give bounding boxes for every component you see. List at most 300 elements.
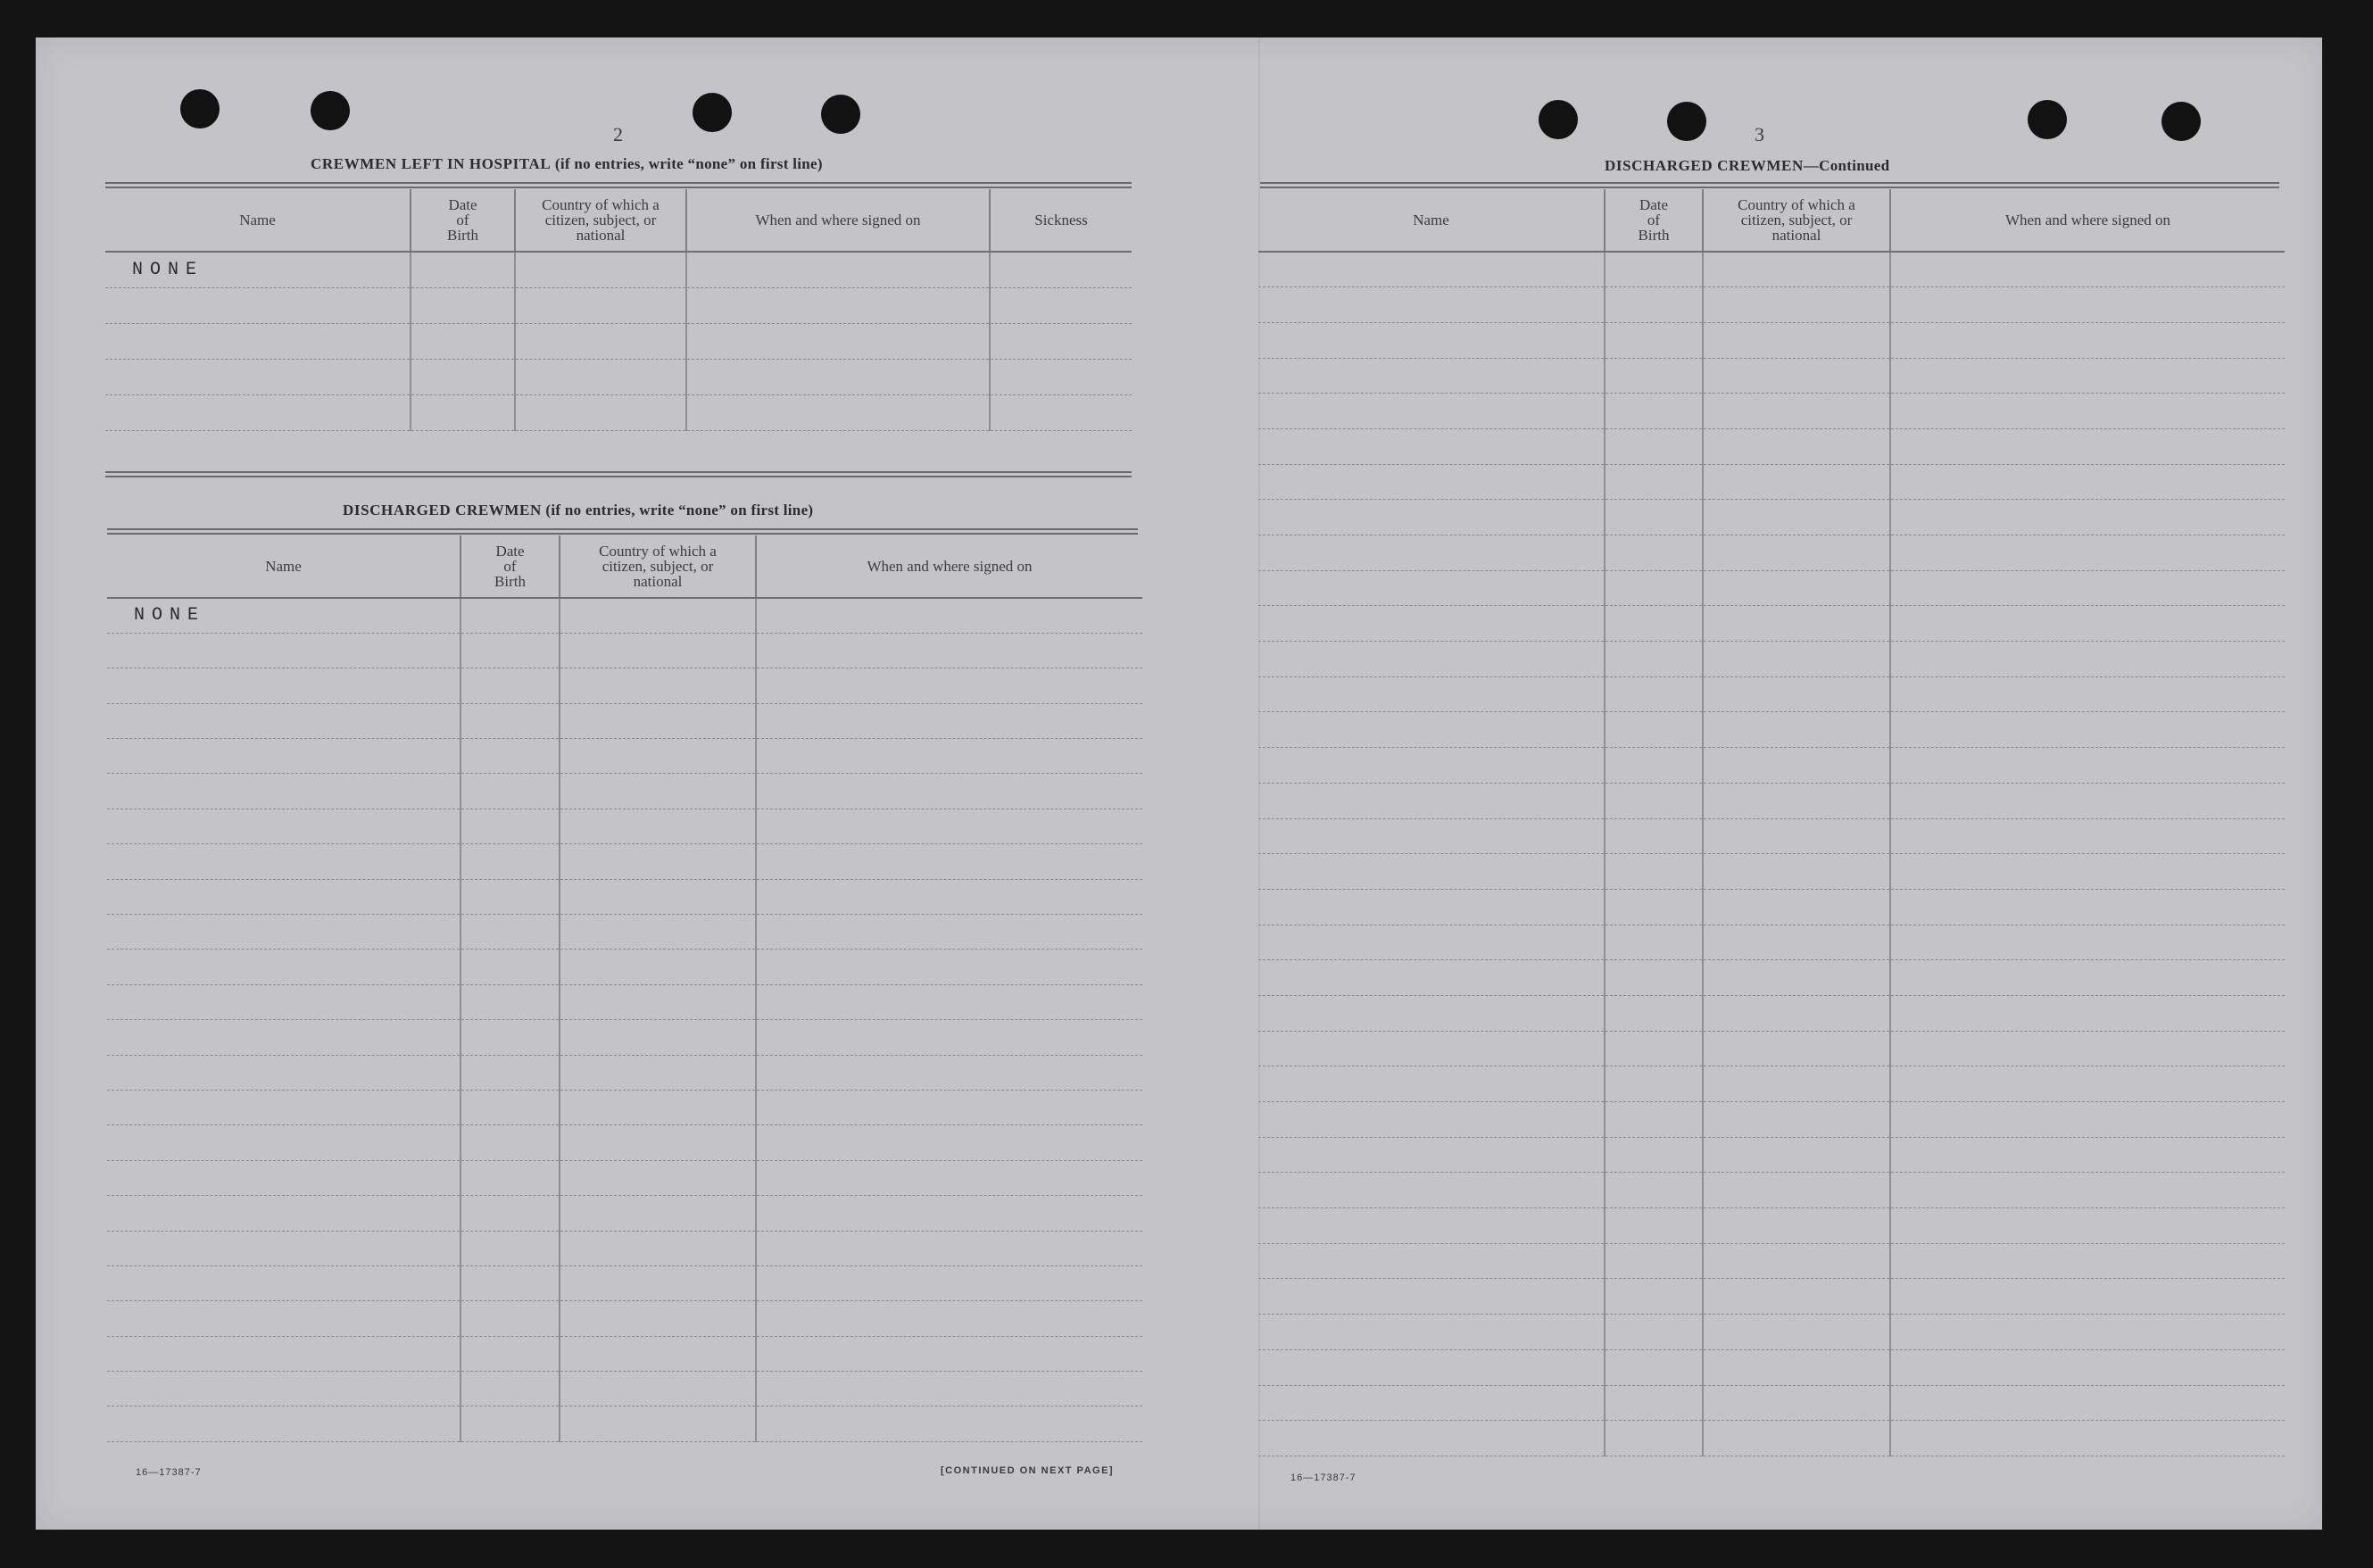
- entry-cell: [411, 252, 515, 287]
- punch-hole: [311, 91, 350, 130]
- table-row: [1258, 1208, 2285, 1244]
- entry-cell: [990, 394, 1132, 430]
- entry-cell: [460, 598, 560, 633]
- entry-name: [107, 1160, 460, 1195]
- header-country: [515, 189, 686, 252]
- table-row: [1258, 606, 2285, 642]
- entry-cell: [1703, 960, 1890, 996]
- entry-cell: [560, 1372, 756, 1406]
- entry-name: [107, 703, 460, 738]
- entry-cell: [560, 1160, 756, 1195]
- table-row: [107, 1160, 1142, 1195]
- entry-name: [1258, 1315, 1605, 1350]
- header-line: of: [503, 558, 517, 575]
- continued-title-caps: DISCHARGED CREWMEN: [1605, 157, 1804, 174]
- table-row: [107, 1231, 1142, 1265]
- entry-cell: [990, 359, 1132, 394]
- entry-name: [105, 287, 411, 323]
- table-row: [1258, 642, 2285, 677]
- entry-cell: [1703, 464, 1890, 500]
- entry-cell: [1703, 535, 1890, 571]
- table-row: [107, 774, 1142, 809]
- header-country: [1703, 189, 1890, 252]
- entry-cell: [411, 394, 515, 430]
- entry-cell: [1703, 570, 1890, 606]
- entry-cell: [1703, 748, 1890, 784]
- entry-cell: [1890, 464, 2285, 500]
- entry-cell: [1703, 1173, 1890, 1208]
- entry-name: [1258, 1102, 1605, 1138]
- table-row: [107, 1090, 1142, 1124]
- entry-name: [1258, 1243, 1605, 1279]
- entry-cell: [1890, 606, 2285, 642]
- table-row: [1258, 1102, 2285, 1138]
- header-line: of: [456, 212, 469, 228]
- entry-cell: [686, 252, 990, 287]
- entry-name: [107, 1406, 460, 1441]
- table-row: [1258, 1349, 2285, 1385]
- entry-cell: [1703, 1421, 1890, 1456]
- entry-cell: [560, 879, 756, 914]
- entry-cell: [1605, 1137, 1703, 1173]
- entry-cell: [560, 633, 756, 668]
- entry-cell: [1890, 322, 2285, 358]
- table-row: [107, 633, 1142, 668]
- entry-cell: [460, 774, 560, 809]
- header-sickness: Sickness: [990, 189, 1132, 252]
- entry-cell: [460, 844, 560, 879]
- entry-cell: [1605, 500, 1703, 535]
- discharged-continued-table: [1258, 189, 2285, 1456]
- entry-cell: [1605, 783, 1703, 818]
- entry-cell: [756, 739, 1142, 774]
- hospital-title-caps: CREWMEN LEFT IN HOSPITAL: [311, 155, 552, 172]
- entry-name: [1258, 642, 1605, 677]
- entry-cell: [1703, 712, 1890, 748]
- table-row: [107, 1196, 1142, 1231]
- header-line: citizen, subject, or: [544, 212, 657, 228]
- table-row: [1258, 1066, 2285, 1102]
- entry-cell: [1605, 287, 1703, 323]
- form-number: 16—17387-7: [1290, 1473, 1357, 1483]
- entry-cell: [560, 703, 756, 738]
- entry-cell: [460, 1265, 560, 1300]
- entry-cell: [1605, 1243, 1703, 1279]
- discharged-section-title: [343, 502, 813, 519]
- page-number: 3: [1755, 123, 1764, 145]
- entry-cell: [1605, 960, 1703, 996]
- entry-cell: [560, 774, 756, 809]
- entry-cell: [1605, 322, 1703, 358]
- table-row: [107, 984, 1142, 1019]
- entry-name: [1258, 783, 1605, 818]
- entry-name: [105, 359, 411, 394]
- entry-name: [1258, 358, 1605, 394]
- table-row: [105, 323, 1132, 359]
- entry-name: [105, 323, 411, 359]
- entry-cell: [1605, 748, 1703, 784]
- table-row: [105, 252, 1132, 287]
- entry-cell: [515, 394, 686, 430]
- entry-cell: [1703, 1279, 1890, 1315]
- entry-cell: [756, 1265, 1142, 1300]
- entry-cell: [460, 950, 560, 984]
- entry-cell: [560, 1055, 756, 1090]
- entry-cell: [1890, 712, 2285, 748]
- entry-cell: [756, 915, 1142, 950]
- header-line: Country of which a: [599, 543, 717, 560]
- discharged-title-note: (if no entries, write “none” on first line): [545, 502, 814, 519]
- table-row: [107, 739, 1142, 774]
- entry-cell: [1605, 1066, 1703, 1102]
- continued-top-rule: [1260, 182, 2279, 188]
- punch-hole: [821, 95, 860, 134]
- entry-cell: [686, 359, 990, 394]
- continued-note: [CONTINUED ON NEXT PAGE]: [941, 1465, 1115, 1476]
- entry-cell: [560, 668, 756, 703]
- entry-name: [107, 633, 460, 668]
- entry-cell: [1890, 1349, 2285, 1385]
- entry-name: [107, 668, 460, 703]
- entry-cell: [990, 252, 1132, 287]
- table-row: [1258, 1243, 2285, 1279]
- header-line: national: [576, 227, 626, 244]
- entry-cell: [756, 1301, 1142, 1336]
- entry-cell: [460, 1231, 560, 1265]
- entry-name: [1258, 960, 1605, 996]
- entry-cell: [1890, 818, 2285, 854]
- entry-cell: [460, 1372, 560, 1406]
- table-row: [1258, 358, 2285, 394]
- entry-cell: [1605, 1421, 1703, 1456]
- entry-name: [107, 950, 460, 984]
- entry-cell: [460, 915, 560, 950]
- entry-cell: [1890, 394, 2285, 429]
- entry-cell: [1890, 1173, 2285, 1208]
- table-row: [1258, 464, 2285, 500]
- table-row: [1258, 995, 2285, 1031]
- entry-name: [1258, 854, 1605, 890]
- entry-name: [107, 1372, 460, 1406]
- entry-cell: [756, 668, 1142, 703]
- header-line: Birth: [494, 573, 526, 590]
- table-row: [107, 1336, 1142, 1371]
- discharged-table: [107, 535, 1142, 1442]
- header-date-of-birth: [1605, 189, 1703, 252]
- table-row: [1258, 1385, 2285, 1421]
- entry-cell: [411, 359, 515, 394]
- entry-cell: [560, 1406, 756, 1441]
- entry-cell: [756, 984, 1142, 1019]
- entry-cell: [460, 633, 560, 668]
- header-date-of-birth: [460, 535, 560, 598]
- entry-cell: [1605, 676, 1703, 712]
- entry-cell: [1605, 642, 1703, 677]
- entry-cell: [756, 1055, 1142, 1090]
- entry-cell: [515, 252, 686, 287]
- entry-cell: [1605, 889, 1703, 925]
- table-row: [107, 1020, 1142, 1055]
- header-line: Date: [1639, 196, 1669, 213]
- header-signed-on: When and where signed on: [686, 189, 990, 252]
- entry-name: [1258, 1385, 1605, 1421]
- entry-cell: [460, 1196, 560, 1231]
- punch-hole: [180, 89, 220, 129]
- entry-name: NONE: [105, 252, 411, 287]
- entry-cell: [756, 950, 1142, 984]
- table-row: [1258, 960, 2285, 996]
- entry-cell: [1703, 676, 1890, 712]
- entry-cell: [560, 739, 756, 774]
- entry-cell: [460, 668, 560, 703]
- entry-cell: [990, 323, 1132, 359]
- header-name: Name: [107, 535, 460, 598]
- entry-cell: [460, 809, 560, 843]
- entry-cell: [1605, 854, 1703, 890]
- table-row: [107, 1265, 1142, 1300]
- table-row: [1258, 748, 2285, 784]
- entry-cell: [1890, 854, 2285, 890]
- entry-cell: [756, 1020, 1142, 1055]
- entry-name: [1258, 570, 1605, 606]
- entry-cell: [560, 1301, 756, 1336]
- header-line: Birth: [1638, 227, 1670, 244]
- table-row: [107, 1125, 1142, 1160]
- entry-cell: [460, 1406, 560, 1441]
- entry-cell: [756, 633, 1142, 668]
- hospital-top-rule: [105, 182, 1132, 188]
- entry-name: [1258, 1279, 1605, 1315]
- entry-cell: [1890, 642, 2285, 677]
- entry-cell: [1703, 1031, 1890, 1066]
- entry-cell: [1703, 1243, 1890, 1279]
- entry-name: [107, 844, 460, 879]
- entry-name: [1258, 1208, 1605, 1244]
- entry-cell: [1890, 287, 2285, 323]
- entry-cell: [1890, 252, 2285, 287]
- table-row: [107, 950, 1142, 984]
- table-row: [107, 915, 1142, 950]
- entry-cell: [1703, 925, 1890, 960]
- entry-cell: [686, 287, 990, 323]
- hospital-bottom-rule: [105, 471, 1132, 477]
- punch-hole: [1539, 100, 1578, 139]
- entry-cell: [1605, 1102, 1703, 1138]
- table-row: [107, 703, 1142, 738]
- table-row: [107, 598, 1142, 633]
- entry-cell: [560, 1125, 756, 1160]
- entry-cell: [560, 950, 756, 984]
- entry-cell: [1605, 1385, 1703, 1421]
- form-number: 16—17387-7: [136, 1467, 202, 1478]
- entry-name: [105, 394, 411, 430]
- table-row: [1258, 287, 2285, 323]
- entry-cell: [460, 879, 560, 914]
- hospital-table: [105, 189, 1132, 431]
- table-row: [1258, 428, 2285, 464]
- entry-name: [1258, 676, 1605, 712]
- entry-cell: [756, 879, 1142, 914]
- entry-cell: [515, 323, 686, 359]
- entry-cell: [1890, 995, 2285, 1031]
- entry-name: [1258, 464, 1605, 500]
- entry-cell: [756, 703, 1142, 738]
- entry-name: [1258, 1349, 1605, 1385]
- entry-cell: [1890, 676, 2285, 712]
- entry-cell: [1890, 358, 2285, 394]
- table-row: [1258, 676, 2285, 712]
- table-row: [1258, 925, 2285, 960]
- entry-cell: [1703, 783, 1890, 818]
- entry-name: [1258, 995, 1605, 1031]
- header-line: national: [1771, 227, 1821, 244]
- entry-name: [107, 1196, 460, 1231]
- entry-name: [1258, 394, 1605, 429]
- entry-cell: [560, 984, 756, 1019]
- table-row: [1258, 712, 2285, 748]
- entry-name: NONE: [107, 598, 460, 633]
- table-row: [1258, 570, 2285, 606]
- entry-cell: [1890, 889, 2285, 925]
- entry-name: [1258, 287, 1605, 323]
- entry-cell: [460, 1125, 560, 1160]
- table-row: [107, 809, 1142, 843]
- entry-cell: [756, 1196, 1142, 1231]
- table-row: [1258, 1031, 2285, 1066]
- entry-cell: [1605, 394, 1703, 429]
- entry-cell: [1890, 1385, 2285, 1421]
- header-line: Date: [448, 196, 477, 213]
- entry-cell: [756, 1160, 1142, 1195]
- entry-cell: [1703, 1315, 1890, 1350]
- entry-name: [1258, 1173, 1605, 1208]
- entry-cell: [1890, 1208, 2285, 1244]
- header-country: [560, 535, 756, 598]
- entry-cell: [1703, 1137, 1890, 1173]
- entry-cell: [756, 1125, 1142, 1160]
- table-row: [1258, 783, 2285, 818]
- entry-cell: [1890, 1279, 2285, 1315]
- entry-cell: [1605, 464, 1703, 500]
- entry-cell: [560, 1196, 756, 1231]
- entry-name: [107, 809, 460, 843]
- table-row: [107, 1301, 1142, 1336]
- table-row: [1258, 854, 2285, 890]
- discharged-top-rule: [107, 528, 1138, 535]
- entry-cell: [460, 1301, 560, 1336]
- entry-cell: [756, 1090, 1142, 1124]
- entry-cell: [560, 1231, 756, 1265]
- entry-cell: [686, 323, 990, 359]
- entry-cell: [1605, 925, 1703, 960]
- header-line: citizen, subject, or: [1740, 212, 1853, 228]
- entry-name: [1258, 322, 1605, 358]
- entry-cell: [460, 1020, 560, 1055]
- header-line: Date: [495, 543, 525, 560]
- entry-cell: [460, 1090, 560, 1124]
- manifest-sheet: [36, 37, 2322, 1530]
- entry-name: [107, 774, 460, 809]
- entry-cell: [1605, 1031, 1703, 1066]
- entry-name: [107, 1231, 460, 1265]
- entry-cell: [1605, 818, 1703, 854]
- entry-name: [107, 1336, 460, 1371]
- entry-cell: [460, 984, 560, 1019]
- entry-cell: [560, 915, 756, 950]
- header-date-of-birth: [411, 189, 515, 252]
- header-name: Name: [105, 189, 411, 252]
- entry-cell: [1605, 570, 1703, 606]
- entry-cell: [560, 844, 756, 879]
- entry-cell: [411, 287, 515, 323]
- entry-cell: [1703, 358, 1890, 394]
- entry-cell: [1890, 500, 2285, 535]
- table-row: [107, 1372, 1142, 1406]
- entry-name: [1258, 535, 1605, 571]
- entry-name: [1258, 1066, 1605, 1102]
- entry-cell: [1890, 535, 2285, 571]
- entry-cell: [1703, 642, 1890, 677]
- entry-name: [107, 1055, 460, 1090]
- entry-cell: [1703, 252, 1890, 287]
- header-line: Birth: [447, 227, 478, 244]
- entry-cell: [686, 394, 990, 430]
- entry-cell: [1890, 1102, 2285, 1138]
- table-row: [1258, 1173, 2285, 1208]
- entry-cell: [1703, 854, 1890, 890]
- entry-cell: [560, 1265, 756, 1300]
- table-row: [1258, 818, 2285, 854]
- punch-hole: [1667, 102, 1706, 141]
- entry-cell: [1703, 394, 1890, 429]
- entry-cell: [1703, 995, 1890, 1031]
- entry-cell: [1703, 428, 1890, 464]
- entry-cell: [1890, 570, 2285, 606]
- entry-cell: [515, 359, 686, 394]
- entry-cell: [460, 703, 560, 738]
- entry-name: [107, 1020, 460, 1055]
- header-name: Name: [1258, 189, 1605, 252]
- entry-cell: [1890, 428, 2285, 464]
- entry-cell: [756, 809, 1142, 843]
- entry-cell: [1890, 783, 2285, 818]
- entry-name: [1258, 818, 1605, 854]
- entry-cell: [1890, 748, 2285, 784]
- entry-cell: [1890, 1315, 2285, 1350]
- entry-name: [107, 1265, 460, 1300]
- table-row: [107, 1406, 1142, 1441]
- entry-cell: [1703, 606, 1890, 642]
- entry-name: [107, 984, 460, 1019]
- hospital-title-note: (if no entries, write “none” on first line): [554, 155, 823, 172]
- entry-cell: [756, 1336, 1142, 1371]
- entry-name: [1258, 925, 1605, 960]
- entry-cell: [460, 739, 560, 774]
- table-row: [107, 668, 1142, 703]
- header-line: Country of which a: [1738, 196, 1855, 213]
- table-row: [105, 394, 1132, 430]
- entry-cell: [756, 1231, 1142, 1265]
- entry-cell: [1605, 535, 1703, 571]
- table-row: [1258, 1421, 2285, 1456]
- entry-name: [1258, 1421, 1605, 1456]
- entry-cell: [1890, 1031, 2285, 1066]
- table-row: [1258, 889, 2285, 925]
- discharged-continued-title: [1605, 157, 1889, 175]
- table-row: [1258, 500, 2285, 535]
- entry-cell: [460, 1055, 560, 1090]
- table-row: [1258, 1137, 2285, 1173]
